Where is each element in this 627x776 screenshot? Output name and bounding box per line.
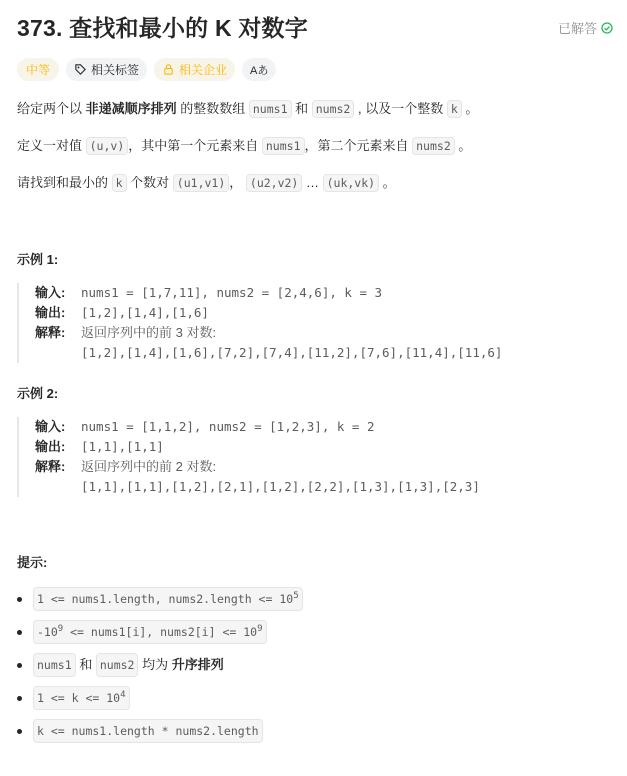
example-2-block xyxy=(17,417,625,497)
example-explain: 返回序列中的前 3 对数: xyxy=(81,325,217,340)
topics-tag-button[interactable] xyxy=(66,58,147,81)
topics-label: 相关标签 xyxy=(91,63,140,77)
description-p1: 给定两个以 非递减顺序排列 的整数数组 nums1 和 nums2 , 以及一个整数 k 。 xyxy=(17,101,479,116)
bullet-dot xyxy=(17,729,22,734)
companies-label: 相关企业 xyxy=(179,63,228,77)
description-p3: 请找到和最小的 k 个数对 (u1,v1) ， (u2,v2) … (uk,vk) 。 xyxy=(17,175,396,190)
input-label: 输入: xyxy=(35,285,66,300)
example-1-block xyxy=(17,283,625,363)
difficulty-badge: 中等 xyxy=(17,58,59,81)
output-label: 输出: xyxy=(35,439,66,454)
output-label: 输出: xyxy=(35,305,66,320)
bullet-dot xyxy=(17,663,22,668)
solved-label: 已解答 xyxy=(557,21,597,36)
example-output: [1,2],[1,4],[1,6] xyxy=(81,305,209,320)
constraint-item: $-10^9$ <= nums1[i], nums2[i] <= $10^9$ xyxy=(17,620,267,644)
check-circle-icon xyxy=(601,22,613,34)
tag-icon xyxy=(74,63,87,76)
bullet-dot xyxy=(17,696,22,701)
solved-status xyxy=(558,18,613,37)
translate-icon: Aあ xyxy=(250,64,269,77)
example-explain-data: [1,1],[1,1],[1,2],[2,1],[1,2],[2,2],[1,3],[1,3],[2,3] xyxy=(81,479,480,494)
constraint-item: $1 <= k <= 10^4$ xyxy=(17,686,130,710)
title-row xyxy=(17,12,615,44)
constraint-item: nums1 和 nums2 均为 升序排列 xyxy=(17,653,224,677)
example-input: nums1 = [1,1,2], nums2 = [1,2,3], k = 2 xyxy=(81,419,375,434)
tag-row xyxy=(17,58,276,81)
constraints-heading: 提示: xyxy=(17,555,48,570)
constraint-item: k <= nums1.length * nums2.length xyxy=(17,719,263,743)
explain-label: 解释: xyxy=(35,459,66,474)
input-label: 输入: xyxy=(35,419,66,434)
example-input: nums1 = [1,7,11], nums2 = [2,4,6], k = 3 xyxy=(81,285,383,300)
example-explain: 返回序列中的前 2 对数: xyxy=(81,459,217,474)
problem-title: 373. 查找和最小的 K 对数字 xyxy=(17,15,308,41)
constraint-item: 1 <= nums1.length, nums2.length <= $10^5$ xyxy=(17,587,303,611)
description-p2: 定义一对值 (u,v) ，其中第一个元素来自 nums1 ，第二个元素来自 nums2 。 xyxy=(17,138,472,153)
example-2-heading: 示例 2: xyxy=(17,386,59,401)
bullet-dot xyxy=(17,630,22,635)
example-explain-data: [1,2],[1,4],[1,6],[7,2],[7,4],[11,2],[7,6],[11,4],[11,6] xyxy=(81,345,503,360)
font-toggle-button[interactable] xyxy=(242,58,276,81)
example-1-heading: 示例 1: xyxy=(17,252,59,267)
companies-tag-button[interactable] xyxy=(154,58,235,81)
explain-label: 解释: xyxy=(35,325,66,340)
lock-icon xyxy=(162,63,175,76)
bullet-dot xyxy=(17,597,22,602)
example-output: [1,1],[1,1] xyxy=(81,439,164,454)
